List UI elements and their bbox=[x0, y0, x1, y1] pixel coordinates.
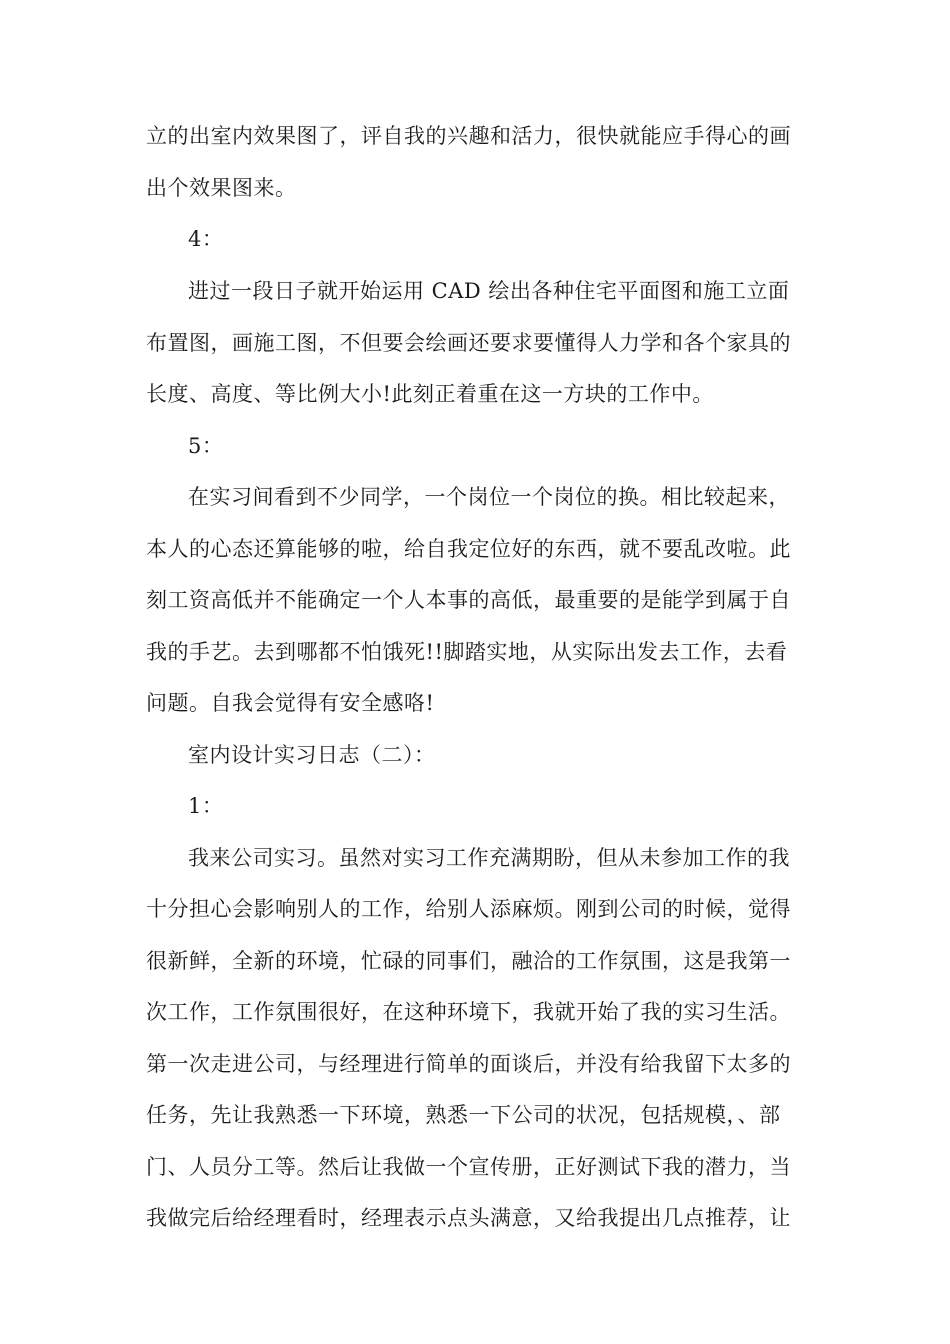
text-line-16: 十分担心会影响别人的工作，给别人添麻烦。刚到公司的时候，觉得 bbox=[146, 897, 791, 921]
section-number-4: 4： bbox=[188, 227, 224, 251]
text-line-10: 刻工资高低并不能确定一个人本事的高低，最重要的是能学到属于自 bbox=[146, 588, 791, 612]
text-line-1: 立的出室内效果图了，评自我的兴趣和活力，很快就能应手得心的画 bbox=[146, 124, 791, 148]
text-line-15: 我来公司实习。虽然对实习工作充满期盼，但从未参加工作的我 bbox=[188, 846, 790, 870]
text-line-2: 出个效果图来。 bbox=[146, 176, 297, 200]
text-line-12: 问题。自我会觉得有安全感咯! bbox=[146, 691, 435, 715]
text-line-19: 第一次走进公司，与经理进行简单的面谈后，并没有给我留下太多的 bbox=[146, 1052, 791, 1076]
section-number-5: 5： bbox=[188, 434, 224, 458]
text-line-21: 门、人员分工等。然后让我做一个宣传册，正好测试下我的潜力，当 bbox=[146, 1155, 791, 1179]
text-line-11: 我的手艺。去到哪都不怕饿死!!脚踏实地，从实际出发去工作，去看 bbox=[146, 640, 788, 664]
text-line-20: 任务，先让我熟悉一下环境，熟悉一下公司的状况，包括规模，、部 bbox=[146, 1103, 781, 1127]
text-line-18: 次工作，工作氛围很好，在这种环境下，我就开始了我的实习生活。 bbox=[146, 1000, 791, 1024]
text-line-4: 进过一段日子就开始运用 CAD 绘出各种住宅平面图和施工立面 bbox=[188, 279, 790, 303]
text-line-8: 在实习间看到不少同学，一个岗位一个岗位的换。相比较起来， bbox=[188, 485, 790, 509]
text-line-9: 本人的心态还算能够的啦，给自我定位好的东西，就不要乱改啦。此 bbox=[146, 537, 791, 561]
text-line-5: 布置图，画施工图，不但要会绘画还要求要懂得人力学和各个家具的 bbox=[146, 331, 791, 355]
text-line-22: 我做完后给经理看时，经理表示点头满意，又给我提出几点推荐，让 bbox=[146, 1206, 791, 1230]
text-line-6: 长度、高度、等比例大小!此刻正着重在这一方块的工作中。 bbox=[146, 382, 714, 406]
section-number-1: 1： bbox=[188, 794, 224, 818]
section-heading: 室内设计实习日志（二）： bbox=[188, 743, 436, 767]
text-line-17: 很新鲜，全新的环境，忙碌的同事们，融洽的工作氛围，这是我第一 bbox=[146, 949, 791, 973]
